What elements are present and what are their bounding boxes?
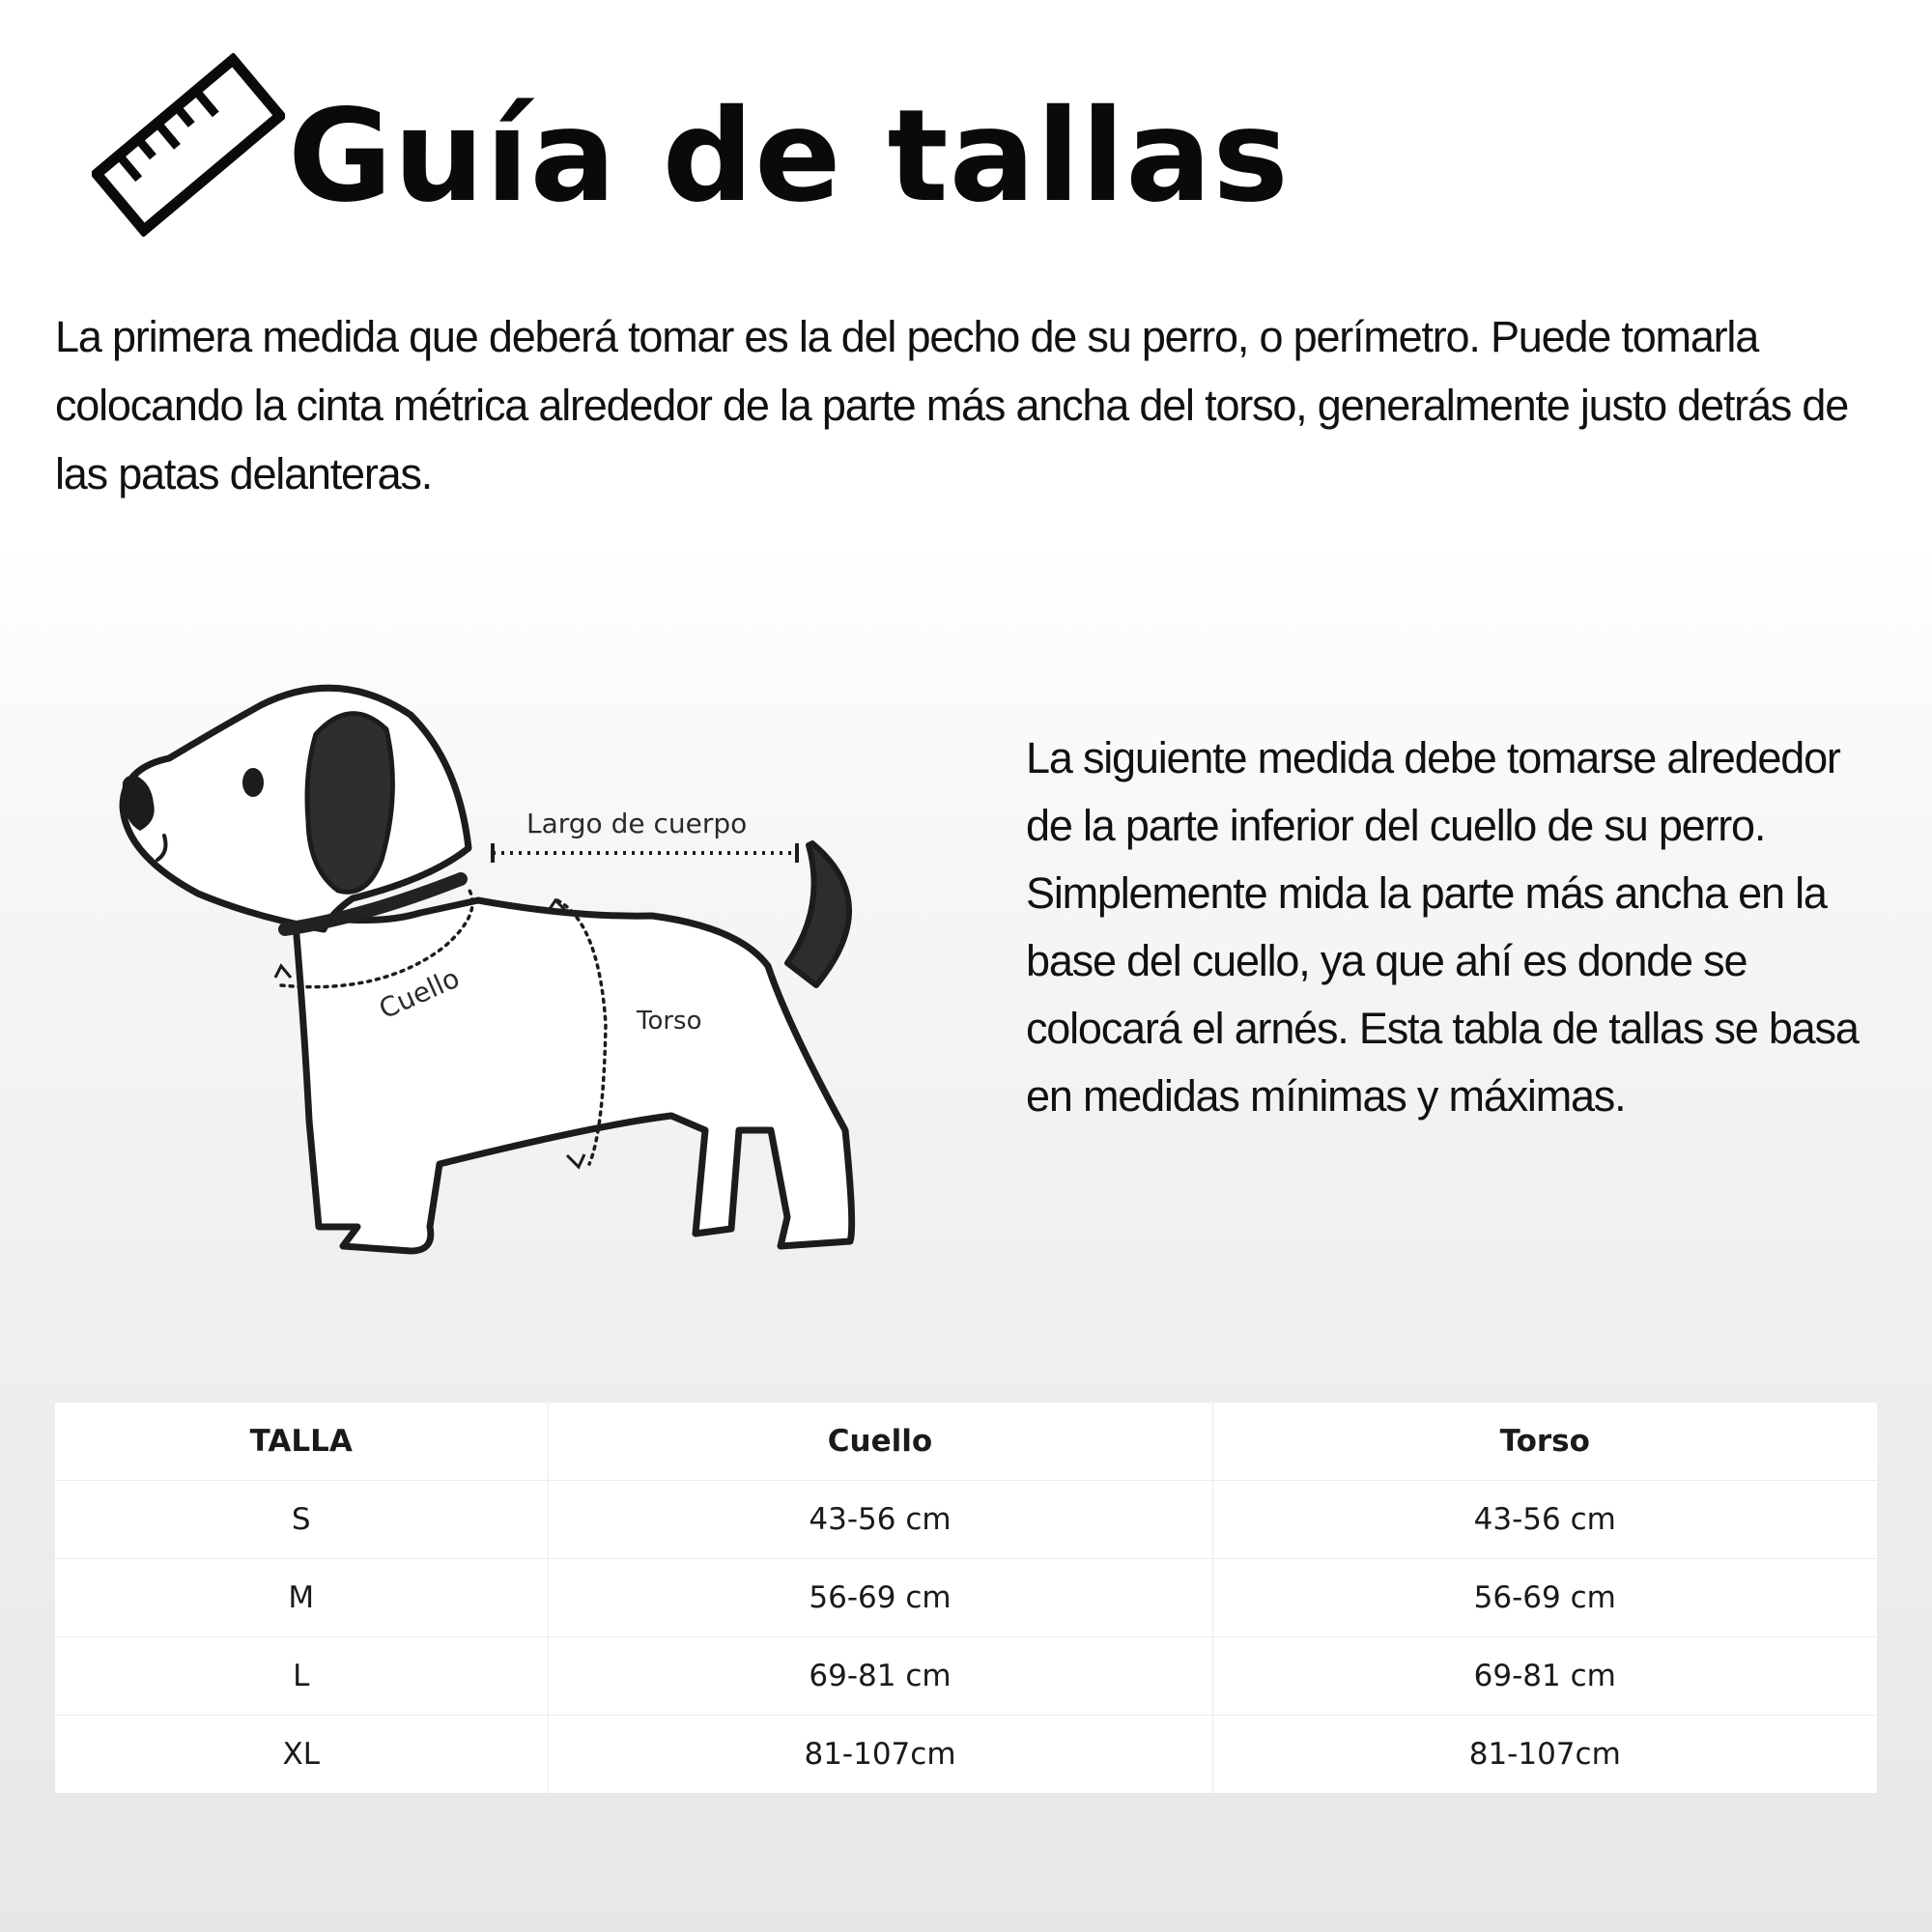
torso-cell: 43-56 cm [1212, 1481, 1877, 1559]
table-row [55, 1481, 1877, 1559]
intro-paragraph: La primera medida que deberá tomar es la del pecho de su perro, o perímetro. Puede tomarla colocando la cinta métrica alrededor de la parte más ancha del torso, generalmente justo detrás de las patas delanteras. [55, 312, 1849, 498]
table-header-row [55, 1403, 1877, 1481]
neck-cell: 69-81 cm [548, 1637, 1212, 1716]
size-cell: XL [55, 1716, 548, 1794]
neck-label: Cuello [374, 961, 465, 1026]
dog-ear [307, 714, 392, 893]
table-header-torso: Torso [1212, 1403, 1877, 1481]
torso-cell: 56-69 cm [1212, 1559, 1877, 1637]
neck-cell: 56-69 cm [548, 1559, 1212, 1637]
size-cell: M [55, 1559, 548, 1637]
size-cell: S [55, 1481, 548, 1559]
dog-illustration [111, 676, 923, 1294]
neck-cell: 43-56 cm [548, 1481, 1212, 1559]
page-title: Guía de tallas [288, 82, 1290, 231]
body-length-label: Largo de cuerpo [526, 808, 748, 839]
table-row [55, 1637, 1877, 1716]
table-row [55, 1716, 1877, 1794]
table-row [55, 1559, 1877, 1637]
neck-measurement-paragraph: La siguiente medida debe tomarse alrededor de la parte inferior del cuello de su perro. Simplemente mida la parte más ancha en la base del cuello, ya que ahí es donde se colocará el arnés. Esta tabla de tallas se basa en medidas mínimas y máximas. [1026, 733, 1859, 1121]
size-table [55, 1403, 1877, 1793]
dog-tail [787, 843, 849, 985]
torso-label: Torso [637, 1007, 702, 1036]
torso-cell: 81-107cm [1212, 1716, 1877, 1794]
torso-cell: 69-81 cm [1212, 1637, 1877, 1716]
table-header-size: TALLA [249, 1424, 353, 1459]
size-cell: L [55, 1637, 548, 1716]
dog-body [295, 900, 852, 1251]
ruler-icon [92, 53, 285, 237]
table-header-neck: Cuello [548, 1403, 1212, 1481]
neck-cell: 81-107cm [548, 1716, 1212, 1794]
dog-eye [242, 768, 264, 797]
